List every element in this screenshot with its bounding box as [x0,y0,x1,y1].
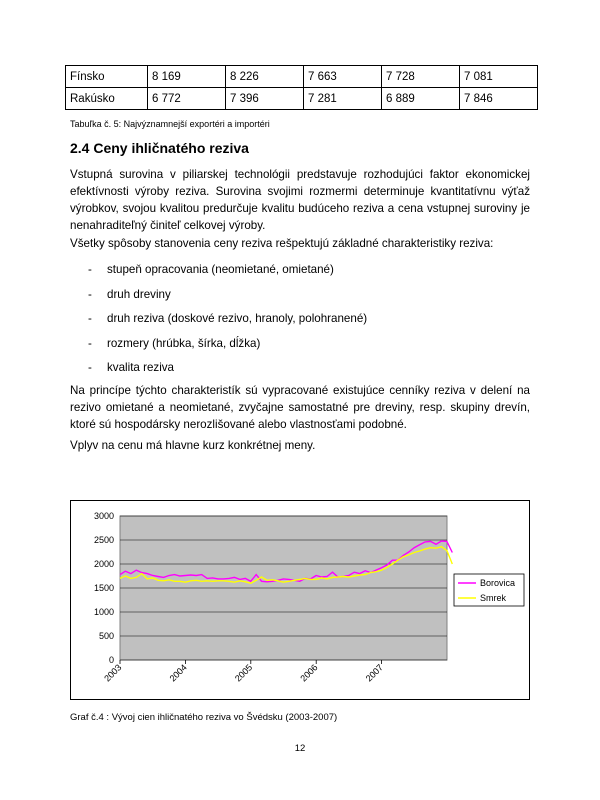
paragraph-intro: Vstupná surovina v piliarskej technológii predstavuje rozhodujúci faktor ekonomickej efektívnosti výroby reziva. Surovina svojimi rozmermi determinuje kvantitatívnu výťaž výrobkov, svojou kvalitou predurčuje kvalitu budúceho reziva a cena vstupnej suroviny je nenahraditeľný činiteľ celkovej výroby. [70,168,530,232]
bullet-marker: - [88,263,92,276]
x-tick-label: 2007 [363,662,386,684]
table-cell: 8 169 [148,66,226,88]
y-tick-label: 1500 [93,583,114,593]
list-item-text: kvalita reziva [107,361,175,374]
table-cell: Rakúsko [66,88,148,110]
chart-caption: Graf č.4 : Vývoj cien ihličnatého reziva vo Švédsku (2003-2007) [70,712,338,723]
bullet-marker: - [88,361,92,374]
section-title: 2.4 Ceny ihličnatého reziva [70,140,249,156]
legend-label: Borovica [480,578,516,588]
table-caption: Tabuľka č. 5: Najvýznamnejší exportéri a importéri [70,119,270,129]
table-cell: 8 226 [226,66,304,88]
x-tick-label: 2003 [102,662,124,684]
y-tick-label: 2500 [93,535,114,545]
y-tick-label: 0 [108,655,114,665]
table-cell: 6 889 [382,88,460,110]
table-cell: 6 772 [148,88,226,110]
list-item-text: druh reziva (doskové rezivo, hranoly, polohranené) [107,312,368,325]
x-tick-label: 2005 [232,662,255,684]
y-tick-label: 1000 [93,607,114,617]
y-tick-label: 2000 [93,559,114,569]
paragraph-pricelists: Na princípe týchto charakteristík sú vypracované existujúce cenníky reziva v delení na rezivo omietané a neomietané, zvyčajne samostatné pre dreviny, resp. skupiny drevín, ktoré sú hospodársky nerozlišované alebo vlastnosťami podobné. [70,384,530,431]
price-chart [70,500,530,700]
page-number: 12 [294,743,306,754]
table-cell: 7 396 [226,88,304,110]
list-item-text: stupeň opracovania (neomietané, omietané) [107,263,334,276]
bullet-marker: - [88,312,92,325]
y-tick-label: 500 [98,631,114,641]
y-tick-label: 3000 [93,511,114,521]
table-row [66,66,538,88]
paragraph-currency: Vplyv na cenu má hlavne kurz konkrétnej meny. [70,439,316,452]
table-cell: 7 728 [382,66,460,88]
data-table [65,65,538,110]
table-cell: 7 663 [304,66,382,88]
table-cell: 7 846 [460,88,538,110]
legend-label: Smrek [480,593,507,603]
table-cell: Fínsko [66,66,148,88]
bullet-marker: - [88,287,92,301]
table-row [66,88,538,110]
list-item-text: druh dreviny [107,287,171,301]
x-tick-label: 2006 [298,662,320,684]
paragraph-characteristics: Všetky spôsoby stanovenia ceny reziva rešpektujú základné charakteristiky reziva: [70,237,494,250]
list-item-text: rozmery (hrúbka, šírka, dĺžka) [107,336,261,350]
table-cell: 7 081 [460,66,538,88]
table-cell: 7 281 [304,88,382,110]
x-tick-label: 2004 [167,662,189,684]
bullet-marker: - [88,336,92,350]
